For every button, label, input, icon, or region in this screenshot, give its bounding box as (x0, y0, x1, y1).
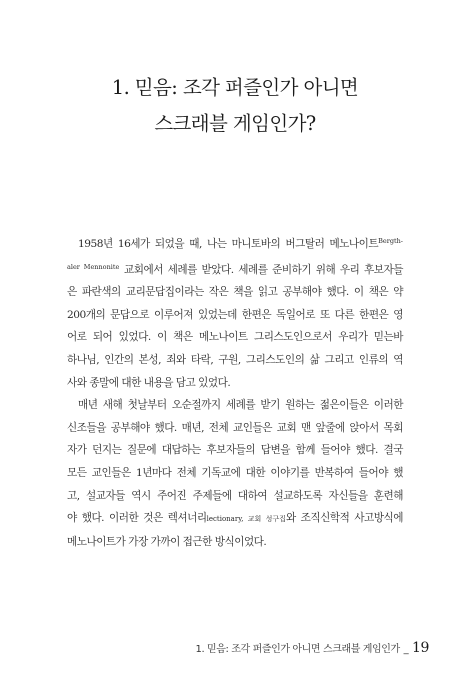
paragraph-1-line-5: 어로 되어 있었다. 이 책은 메노나이트 그리스도인으로서 우리가 믿는바 (67, 331, 403, 344)
paragraph-2-line-5: 고, 설교자들 역시 주어진 주제들에 대하여 설교하도록 자신들을 훈련해 (67, 489, 403, 502)
chapter-title-line-1: 1. 믿음: 조각 퍼즐인가 아니면 (111, 76, 359, 99)
page-number: 19 (411, 640, 429, 656)
text-run: 1958년 16세가 되었을 때, 나는 마니토바의 버그탈러 메노나이트 (78, 238, 379, 250)
paragraph-1-line-1 (67, 230, 403, 256)
paragraph-1-line-3: 은 파란색의 교리문답집이라는 작은 책을 읽고 공부해야 했다. 이 책은 약 (67, 286, 403, 299)
superscript-gloss: Bergth- (378, 237, 403, 245)
paragraph-2-line-6 (67, 507, 403, 531)
inline-gloss: lectionary, (206, 515, 248, 524)
body-text (67, 230, 403, 553)
running-footer (195, 640, 429, 656)
paragraph-1-line-4: 200개의 문답으로 이루어져 있었는데 한편은 독일어로 또 다른 한편은 영 (67, 308, 403, 321)
paragraph-1-line-2 (67, 256, 403, 282)
superscript-gloss: aler Mennonite (67, 262, 120, 271)
chapter-title-line-2: 스크래블 게임인가? (154, 112, 316, 135)
text-run: 와 조직신학적 사고방식에 (285, 512, 403, 525)
paragraph-2-line-3: 자가 던지는 질문에 대답하는 후보자들의 답변을 함께 들어야 했다. 결국 (67, 444, 403, 457)
text-run: 야 했다. 이러한 것은 렉셔너리 (67, 512, 207, 525)
paragraph-1-line-6: 하나님, 인간의 본성, 죄와 타락, 구원, 그리스도인의 삶 그리고 인류의 역 (67, 353, 403, 366)
paragraph-2-line-4: 모든 교인들은 1년마다 전체 기독교에 대한 이야기를 반복하여 들어야 했 (67, 466, 403, 479)
chapter-title (0, 70, 470, 142)
text-run: 교회에서 세례를 받았다. 세례를 준비하기 위해 우리 후보자들 (119, 263, 403, 276)
paragraph-1-line-7: 사와 종말에 대한 내용을 담고 있었다. (67, 376, 231, 389)
running-head: 1. 믿음: 조각 퍼즐인가 아니면 스크래블 게임인가 (195, 644, 400, 655)
paragraph-2-line-1: 매년 새해 첫날부터 오순절까지 세례를 받기 원하는 젊은이들은 이러한 (78, 399, 403, 412)
paragraph-2-line-7: 메노나이트가 가장 가까이 접근한 방식이었다. (67, 535, 267, 548)
paragraph-2-line-2: 신조들을 공부해야 했다. 매년, 전체 교인들은 교회 맨 앞줄에 앉아서 목회 (67, 421, 403, 434)
inline-gloss-korean: 교회 성구집 (247, 515, 286, 524)
footer-separator: _ (403, 644, 409, 655)
